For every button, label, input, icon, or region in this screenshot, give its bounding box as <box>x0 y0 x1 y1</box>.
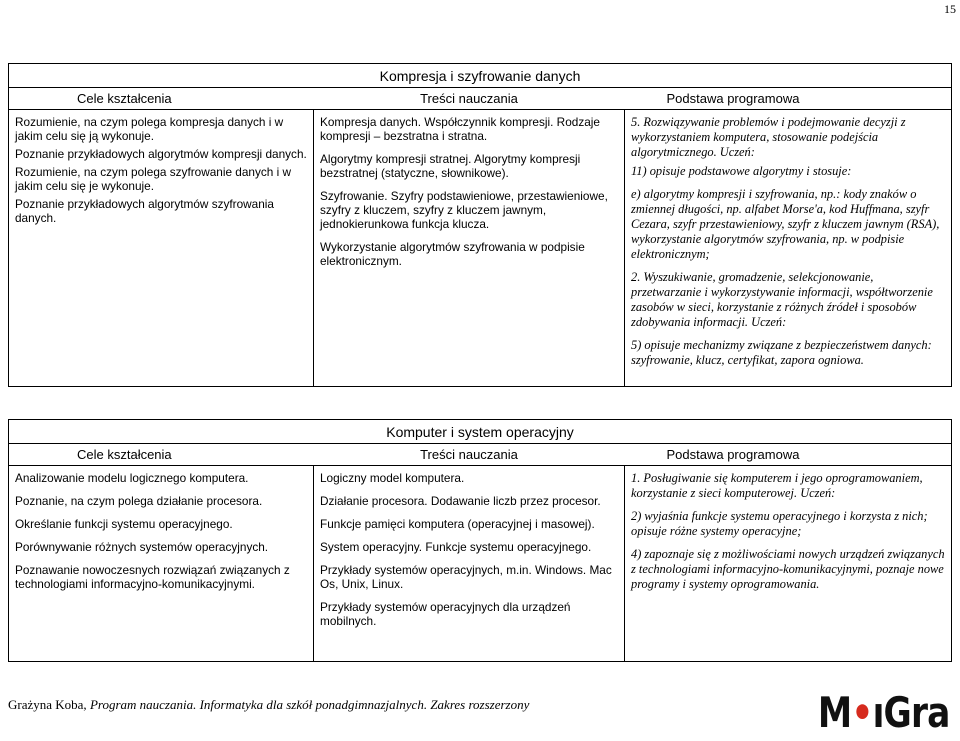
list-item: Działanie procesora. Dodawanie liczb przez procesor. <box>320 494 601 508</box>
header-podstawa: Podstawa programowa <box>625 88 952 110</box>
logo-text-gra: Gra <box>883 688 950 737</box>
cell-podstawa <box>625 110 952 387</box>
list-item: System operacyjny. Funkcje systemu operacyjnego. <box>320 540 592 554</box>
header-cele: Cele kształcenia <box>9 444 314 466</box>
cell-tresci <box>314 110 625 387</box>
cell-tresci <box>314 466 625 662</box>
list-item: Poznanie przykładowych algorytmów szyfrowania danych. <box>15 197 274 225</box>
table-komputer <box>8 419 952 662</box>
list-item: Poznanie, na czym polega działanie procesora. <box>15 494 263 508</box>
list-item: Rozumienie, na czym polega kompresja danych i w jakim celu się ją wykonuje. <box>15 115 284 143</box>
page-number: 15 <box>944 2 956 16</box>
list-item: Logiczny model komputera. <box>320 471 465 485</box>
list-item: Algorytmy kompresji stratnej. Algorytmy kompresji bezstratnej (statyczne, słownikowe). <box>320 152 581 180</box>
list-item: Poznawanie nowoczesnych rozwiązań związanych z technologiami informacyjno-komunikacyjnymi. <box>15 563 290 591</box>
section-title: Komputer i system operacyjny <box>9 420 952 444</box>
list-item: e) algorytmy kompresji i szyfrowania, np.: kody znaków o zmiennej długości, np. alfabet Morse'a, kod Huffmana, szyfr Cezara, szyfr przestawieniowy, szyfr z kluczem jawnym (RSA), wykorzystanie algorytmów szyfrowania, np. w podpisie elektronicznym; <box>631 187 940 261</box>
list-item: 5) opisuje mechanizmy związane z bezpieczeństwem danych: szyfrowanie, klucz, certyfikat, zapora ogniowa. <box>631 338 932 367</box>
table-kompresja <box>8 63 952 387</box>
list-item: Kompresja danych. Współczynnik kompresji. Rodzaje kompresji – bezstratna i stratna. <box>320 115 600 143</box>
logo-i-dot-icon: • <box>851 688 873 737</box>
list-item: Rozumienie, na czym polega szyfrowanie danych i w jakim celu się je wykonuje. <box>15 165 292 193</box>
footer-book-title: Program nauczania. Informatyka dla szkół ponadgimnazjalnych. Zakres rozszerzony <box>89 697 530 712</box>
list-item: Przykłady systemów operacyjnych dla urządzeń mobilnych. <box>320 600 571 628</box>
list-item: 2) wyjaśnia funkcje systemu operacyjnego i korzysta z nich; opisuje różne systemy operacyjne; <box>631 509 928 538</box>
footer <box>8 697 529 713</box>
list-item: Wykorzystanie algorytmów szyfrowania w podpisie elektronicznym. <box>320 240 585 268</box>
list-item: Analizowanie modelu logicznego komputera. <box>15 471 249 485</box>
footer-author: Grażyna Koba, <box>8 697 87 712</box>
migra-logo <box>818 688 950 737</box>
list-item: 1. Posługiwanie się komputerem i jego oprogramowaniem, korzystanie z sieci komputerowej. Uczeń: <box>631 471 923 500</box>
cell-cele <box>9 110 314 387</box>
list-item: 5. Rozwiązywanie problemów i podejmowanie decyzji z wykorzystaniem komputera, stosowanie podejścia algorytmicznego. Uczeń: <box>631 115 906 159</box>
list-item: Porównywanie różnych systemów operacyjnych. <box>15 540 269 554</box>
cell-cele <box>9 466 314 662</box>
list-item: Funkcje pamięci komputera (operacyjnej i masowej). <box>320 517 595 531</box>
logo-i-stem: ı <box>872 688 884 737</box>
logo-text: M <box>818 688 852 737</box>
header-podstawa: Podstawa programowa <box>625 444 952 466</box>
header-tresci: Treści nauczania <box>420 447 518 462</box>
list-item: 2. Wyszukiwanie, gromadzenie, selekcjonowanie, przetwarzanie i wykorzystywanie informacji, współtworzenie zasobów w sieci, korzystanie z różnych źródeł i sposobów zdobywania informacji. Uczeń: <box>631 270 933 329</box>
header-tresci: Treści nauczania <box>420 91 518 106</box>
list-item: 11) opisuje podstawowe algorytmy i stosuje: <box>631 164 852 178</box>
list-item: Szyfrowanie. Szyfry podstawieniowe, przestawieniowe, szyfry z kluczem, szyfry z kluczem jawnym, jednokierunkowa funkcja klucza. <box>320 189 608 231</box>
list-item: Poznanie przykładowych algorytmów kompresji danych. <box>15 147 307 161</box>
list-item: Przykłady systemów operacyjnych, m.in. Windows. Mac Os, Unix, Linux. <box>320 563 612 591</box>
cell-podstawa <box>625 466 952 662</box>
list-item: Określanie funkcji systemu operacyjnego. <box>15 517 233 531</box>
section-title: Kompresja i szyfrowanie danych <box>9 64 952 88</box>
list-item: 4) zapoznaje się z możliwościami nowych urządzeń związanych z technologiami informacyjno-komunikacyjnymi, poznaje nowe programy i systemy oprogramowania. <box>631 547 945 591</box>
header-cele: Cele kształcenia <box>9 88 314 110</box>
